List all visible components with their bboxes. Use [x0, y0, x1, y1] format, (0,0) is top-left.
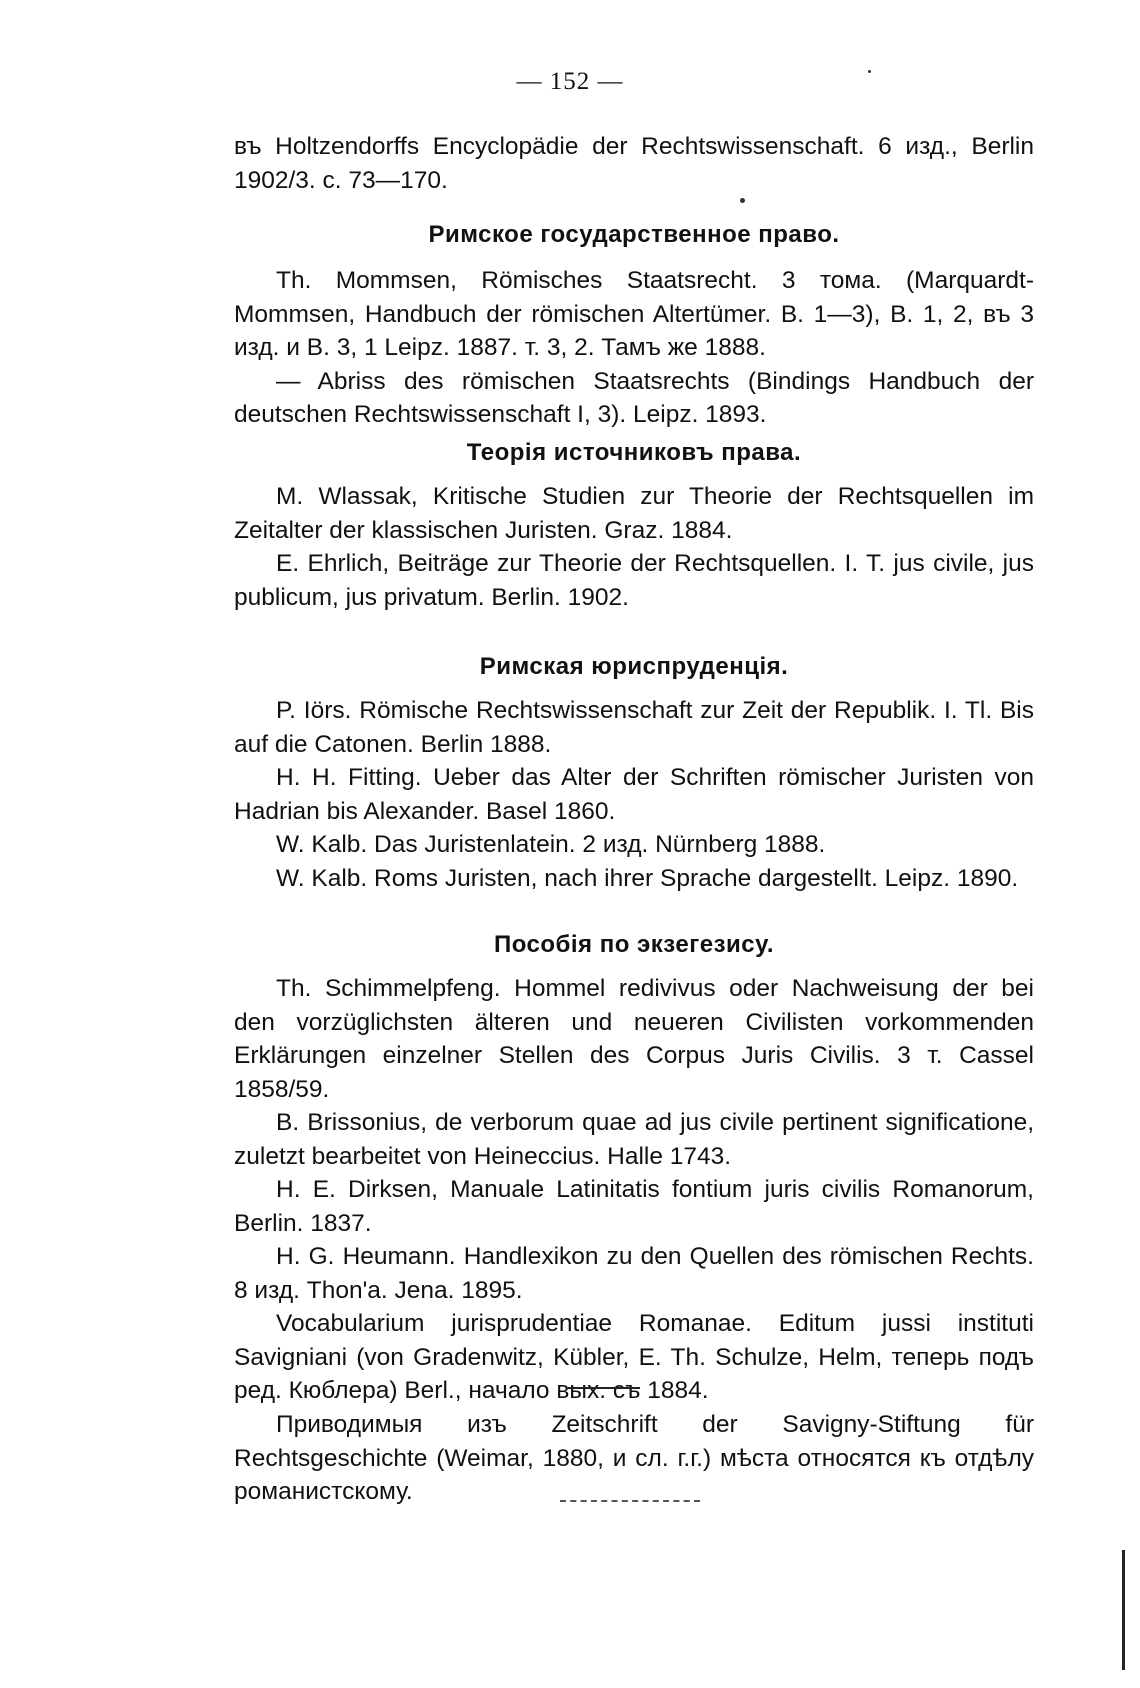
scan-speck	[740, 198, 745, 203]
bibliography-entry: H. G. Heumann. Handlexikon zu den Quellen des römischen Rechts. 8 изд. Thon'a. Jena. 1895.	[234, 1243, 1034, 1304]
bibliography-entry: Th. Schimmelpfeng. Hommel redivivus oder Nachweisung der bei den vorzüglichsten älteren und neueren Civilisten vorkommenden Erklärungen einzelner Stellen des Corpus Juris Civilis. 3 т. Cassel 1858/59.	[234, 975, 1034, 1103]
scan-edge-mark	[1122, 1550, 1125, 1670]
section-theory-of-sources	[234, 438, 1034, 468]
section-heading: Пособія по экзегезису.	[493, 931, 775, 958]
bibliography-entry: H. E. Dirksen, Manuale Latinitatis fontium juris civilis Romanorum, Berlin. 1837.	[234, 1176, 1034, 1237]
bibliography-entry: B. Brissonius, de verborum quae ad jus civile pertinent significatione, zuletzt bearbeitet von Heineccius. Halle 1743.	[234, 1109, 1034, 1170]
bibliography-entry: P. Iörs. Römische Rechtswissenschaft zur Zeit der Republik. I. Tl. Bis auf die Catonen. Berlin 1888.	[234, 697, 1034, 758]
page-number: — 152 —	[516, 68, 624, 95]
separator-rule	[568, 1387, 640, 1389]
closing-dashed-rule	[560, 1500, 700, 1502]
bibliography-entry: E. Ehrlich, Beiträge zur Theorie der Rechtsquellen. I. T. jus civile, jus publicum, jus privatum. Berlin. 1902.	[234, 550, 1034, 611]
section-heading: Теорія источниковъ права.	[466, 439, 802, 466]
footer-note-text: Приводимыя изъ Zeitschrift der Savigny-Stiftung für Rechtsgeschichte (Weimar, 1880, и сл. г.г.) мѣста относятся къ отдѣлу романистскому.	[234, 1411, 1034, 1505]
section-roman-state-law	[234, 220, 1034, 250]
bibliography-entry: Th. Mommsen, Römisches Staatsrecht. 3 тома. (Marquardt-Mommsen, Handbuch der römischen Altertümer. B. 1—3), B. 1, 2, въ 3 изд. и B. 3, 1 Leipz. 1887. т. 3, 2. Тамъ же 1888.	[234, 267, 1034, 361]
bibliography-entry: H. H. Fitting. Ueber das Alter der Schriften römischer Juristen von Hadrian bis Alexander. Basel 1860.	[234, 764, 1034, 825]
section-theory-of-sources-entries	[234, 480, 1034, 614]
bibliography-entry: въ Holtzendorffs Encyclopädie der Rechtswissenschaft. 6 изд., Berlin 1902/3. c. 73—170.	[234, 133, 1034, 194]
bibliography-entry: Vocabularium jurisprudentiae Romanae. Editum jussi instituti Savigniani (von Gradenwitz, Kübler, E. Th. Schulze, Helm, теперь подъ ред. Кюблера) Berl., начало вых. съ 1884.	[234, 1310, 1034, 1404]
bibliography-entry: — Abriss des römischen Staatsrechts (Bindings Handbuch der deutschen Rechtswissenschaft I, 3). Leipz. 1893.	[234, 367, 1034, 428]
section-heading: Римское государственное право.	[428, 221, 840, 248]
footer-note	[234, 1408, 1034, 1509]
section-exegesis-aids-entries	[234, 972, 1034, 1408]
section-roman-jurisprudence-entries	[234, 694, 1034, 895]
section-heading: Римская юриспруденція.	[479, 653, 789, 680]
bibliography-entry: W. Kalb. Roms Juristen, nach ihrer Sprache dargestellt. Leipz. 1890.	[276, 864, 1019, 892]
bibliography-entry: W. Kalb. Das Juristenlatein. 2 изд. Nürnberg 1888.	[276, 831, 826, 858]
entry-continuation	[234, 130, 1034, 197]
section-roman-state-law-entries	[234, 264, 1034, 432]
bibliography-entry: M. Wlassak, Kritische Studien zur Theorie der Rechtsquellen im Zeitalter der klassischen Juristen. Graz. 1884.	[234, 483, 1034, 544]
scan-speck	[868, 70, 871, 73]
section-roman-jurisprudence	[234, 652, 1034, 682]
section-exegesis-aids	[234, 930, 1034, 960]
